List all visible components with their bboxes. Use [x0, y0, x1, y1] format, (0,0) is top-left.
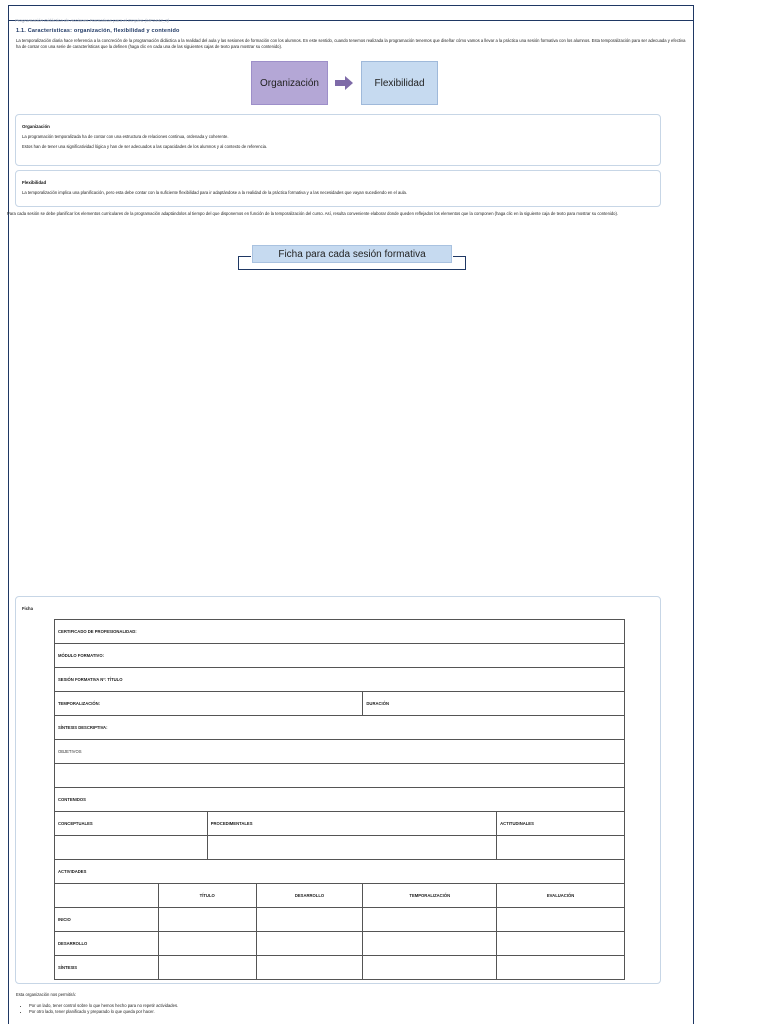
- empty-cell: [207, 836, 496, 860]
- header-title: Programación Didáctica de Acciones Formativas para el Empleo (MF1442_3): [15, 18, 170, 23]
- table-row: [55, 692, 625, 716]
- empty-cell: [363, 956, 497, 980]
- empty-cell: [158, 932, 256, 956]
- table-row: [55, 740, 625, 764]
- certificado-cell: CERTIFICADO DE PROFESIONALIDAD:: [55, 620, 625, 644]
- actividades-cell: ACTIVIDADES: [55, 860, 625, 884]
- activity-row-label: DESARROLLO: [55, 932, 159, 956]
- characteristics-flow: [251, 61, 441, 105]
- procedimentales-cell: PROCEDIMENTALES: [207, 812, 496, 836]
- empty-cell: [497, 932, 625, 956]
- table-row: [55, 932, 625, 956]
- activity-header-cell: EVALUACIÓN: [497, 884, 625, 908]
- organizacion-card: [15, 114, 661, 166]
- table-row: [55, 668, 625, 692]
- right-arrow-icon: [335, 76, 353, 90]
- table-row: [55, 788, 625, 812]
- empty-cell: [55, 836, 208, 860]
- sintesis-descriptiva-cell: SÍNTESIS DESCRIPTIVA:: [55, 716, 625, 740]
- empty-cell: [158, 956, 256, 980]
- activity-row-label: SÍNTESIS: [55, 956, 159, 980]
- table-row: [55, 716, 625, 740]
- temporalizacion-cell: TEMPORALIZACIÓN:: [55, 692, 363, 716]
- table-row: [55, 812, 625, 836]
- empty-cell: [363, 932, 497, 956]
- table-row: [55, 908, 625, 932]
- empty-cell: [497, 836, 625, 860]
- modulo-cell: MÓDULO FORMATIVO:: [55, 644, 625, 668]
- flexibilidad-box-label: Flexibilidad: [374, 77, 425, 89]
- intro-paragraph: La temporalización diaria hace referencia a la concreción de la programación didáctica a la realidad del aula y las sesiones de formación con los alumnos. En este sentido, cuando tenemos realizada la programación tenemos que diseñar cómo vamos a llevar a la práctica una sesión formativa con los alumnos. Esta temporalización para ser adecuada y efectiva ha de contar con una serie de características que la definen (haga clic en cada una de las siguientes cajas de texto para mostrar su contenido).: [16, 38, 686, 49]
- flexibilidad-box[interactable]: [361, 61, 438, 105]
- organizacion-card-title: Organización: [22, 124, 50, 129]
- empty-cell: [256, 956, 363, 980]
- objetivos-cell: OBJETIVOS: [55, 740, 625, 764]
- table-row: [55, 620, 625, 644]
- activity-header-cell: TEMPORALIZACIÓN: [363, 884, 497, 908]
- organizacion-box-label: Organización: [260, 77, 319, 89]
- activity-header-cell: TÍTULO: [158, 884, 256, 908]
- empty-cell: [497, 956, 625, 980]
- table-row: [55, 884, 625, 908]
- empty-cell: [55, 884, 159, 908]
- actitudinales-cell: ACTITUDINALES: [497, 812, 625, 836]
- ficha-sesion-button-label: Ficha para cada sesión formativa: [278, 248, 426, 260]
- closing-section: [16, 992, 178, 1014]
- list-item: • Por otro lado, tener planificado y preparado lo que queda por hacer.: [29, 1009, 178, 1015]
- ficha-card: [15, 596, 661, 984]
- conceptuales-cell: CONCEPTUALES: [55, 812, 208, 836]
- flexibilidad-card-title: Flexibilidad: [22, 180, 47, 185]
- empty-cell: [256, 908, 363, 932]
- ficha-sesion-button[interactable]: [252, 245, 452, 263]
- sesion-cell: SESIÓN FORMATIVA Nº: TÍTULO: [55, 668, 625, 692]
- organizacion-box[interactable]: [251, 61, 328, 105]
- contenidos-cell: CONTENIDOS: [55, 788, 625, 812]
- table-row: [55, 644, 625, 668]
- section-title: 1.1. Características: organización, flexibilidad y contenido: [16, 28, 180, 34]
- organizacion-card-line2: Estos han de tener una significatividad lógica y han de ser adecuados a las capacidades de los alumnos y al contexto de referencia.: [22, 144, 268, 149]
- organizacion-card-line1: La programación temporalizada ha de contar con una estructura de relaciones continua, ordenada y coherente.: [22, 134, 229, 139]
- closing-list: [29, 1003, 178, 1014]
- table-row: [55, 860, 625, 884]
- table-row: [55, 764, 625, 788]
- header-bar: [9, 6, 693, 21]
- empty-cell: [158, 908, 256, 932]
- ficha-button-wrap: [238, 242, 466, 274]
- ficha-table: [54, 619, 625, 980]
- empty-cell: [497, 908, 625, 932]
- table-row: [55, 956, 625, 980]
- empty-cell: [55, 764, 625, 788]
- activity-header-cell: DESARROLLO: [256, 884, 363, 908]
- duracion-cell: DURACIÓN: [363, 692, 625, 716]
- flexibilidad-card: [15, 170, 661, 207]
- empty-cell: [256, 932, 363, 956]
- list-item: • Por un lado, tener control sobre lo que hemos hecho para no repetir actividades.: [29, 1003, 178, 1009]
- ficha-label: Ficha: [22, 606, 33, 611]
- session-paragraph: Para cada sesión se debe planificar los elementos curriculares de la programación adaptándolos al tiempo del que disponemos en función de la temporalización del curso. Así, resulta conveniente elaborar donde queden reflejados los elementos que la componen (haga clic en la siguiente caja de texto para mostrar su contenido).: [7, 211, 619, 216]
- flexibilidad-card-line1: La temporalización implica una planificación, pero esta debe contar con la suficiente flexibilidad para ir adaptándose a la realidad de la práctica formativa y a las necesidades que vayan sucediendo en el aula.: [22, 190, 408, 195]
- table-row: [55, 836, 625, 860]
- activity-row-label: INICIO: [55, 908, 159, 932]
- empty-cell: [363, 908, 497, 932]
- closing-intro: Esta organización nos permitirá:: [16, 992, 76, 997]
